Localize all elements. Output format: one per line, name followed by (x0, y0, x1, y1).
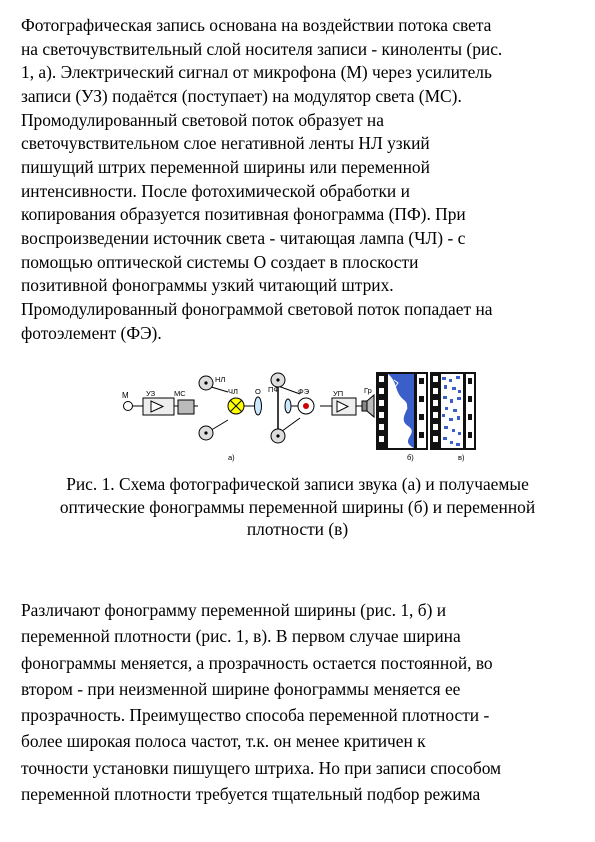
caption-line: плотности (в) (246, 519, 349, 540)
caption-line: оптические фонограммы переменной ширины (б) и переменной (59, 496, 536, 517)
text-line: прозрачность. Преимущество способа переменной плотности - (21, 705, 490, 726)
text-line: Фотографическая запись основана на воздействии потока света (21, 15, 492, 35)
text-line: переменной плотности (рис. 1, в). В первом случае ширина (21, 626, 461, 647)
reel-hub-icon (276, 378, 279, 381)
photocell-label: ФЭ (298, 387, 310, 396)
text-line: фотоэлемент (ФЭ). (21, 322, 162, 343)
caption-line: Рис. 1. Схема фотографической записи звука (а) и получаемые (66, 474, 529, 494)
text-line: воспроизведении источник света - читающая лампа (ЧЛ) - с (21, 227, 466, 248)
reel-hub-icon (204, 381, 207, 384)
comparison-paragraph (21, 597, 581, 807)
text-line: позитивной фонограммы узкий читающий штрих. (21, 275, 394, 296)
reading-lamp-label: ЧЛ (228, 387, 238, 396)
reel-hub-icon (276, 434, 279, 437)
text-line: более широкая полоса частот, т.к. он менее критичен к (21, 731, 426, 752)
text-line: Промодулированный световой поток образует на (21, 109, 384, 130)
speaker-icon (362, 401, 367, 411)
text-line: Различают фонограмму переменной ширины (рис. 1, б) и (21, 600, 447, 620)
text-line: точности установки пишущего штриха. Но при записи способом (21, 757, 502, 778)
text-line: фонограммы меняется, а прозрачность остается постоянной, во (21, 652, 493, 673)
text-line: записи (УЗ) подаётся (поступает) на модулятор света (МС). (21, 85, 462, 106)
lens-icon (285, 399, 291, 413)
negative-film-label: НЛ (215, 375, 226, 384)
optics-label: О (255, 387, 261, 396)
variable-width-soundtrack-film (376, 372, 428, 450)
figure-caption (0, 473, 595, 541)
photocell-core-icon (303, 403, 309, 409)
positive-film-label: ПФ (268, 385, 280, 394)
light-modulator-label: МС (174, 389, 186, 398)
text-line: интенсивности. После фотохимической обработки и (21, 180, 410, 201)
light-modulator-box (178, 400, 194, 414)
optics-lens-icon (255, 397, 262, 415)
playback-amplifier-label: УП (333, 389, 344, 398)
panel-c-label: в) (458, 453, 465, 462)
text-line: втором - при неизменной ширине фонограммы меняется ее (21, 678, 461, 699)
recording-scheme-figure (118, 366, 478, 466)
text-line: переменной плотности требуется тщательный подбор режима (21, 784, 481, 805)
variable-density-soundtrack-film (430, 372, 476, 450)
recording-amplifier-label: УЗ (146, 389, 156, 398)
intro-paragraph (21, 14, 581, 345)
text-line: помощью оптической системы О создает в плоскости (21, 251, 419, 272)
text-line: 1, а). Электрический сигнал от микрофона (М) через усилитель (21, 62, 492, 83)
speaker-label: Гр (364, 386, 372, 395)
text-line: светочувствительном слое негативной ленты НЛ узкий (21, 133, 430, 154)
text-line: пишущий штрих переменной ширины или переменной (21, 156, 430, 177)
text-line: Промодулированный фонограммой световой поток попадает на (21, 298, 493, 319)
text-line: копирования образуется позитивная фонограмма (ПФ). При (21, 204, 466, 225)
reel-hub-icon (204, 431, 207, 434)
speaker-cone-icon (367, 395, 374, 417)
microphone-icon (124, 402, 133, 411)
panel-a-label: а) (228, 453, 235, 462)
panel-b-label: б) (407, 453, 414, 462)
text-line: на светочувствительный слой носителя записи - киноленты (рис. (21, 38, 503, 59)
microphone-label: М (122, 391, 129, 400)
